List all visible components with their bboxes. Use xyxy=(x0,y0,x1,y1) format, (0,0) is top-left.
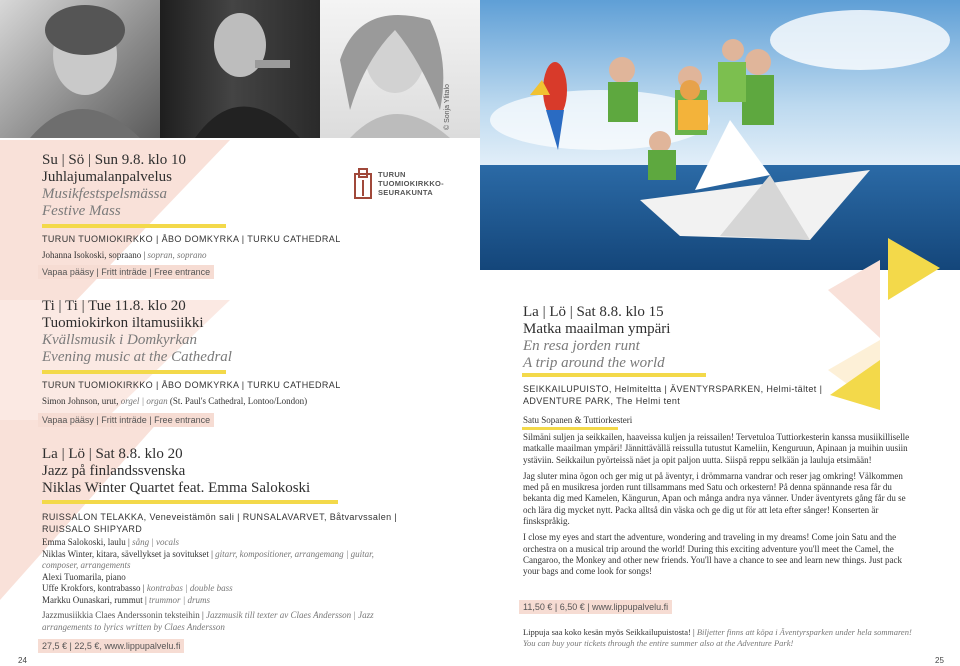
event-4-title-en: A trip around the world xyxy=(523,355,665,371)
event-4-paragraphs xyxy=(523,432,919,578)
logo-line3: SEURAKUNTA xyxy=(378,188,433,197)
event-4 xyxy=(523,304,823,372)
event-2-date: Ti | Ti | Tue 11.8. klo 20 xyxy=(42,298,186,314)
divider xyxy=(522,373,706,377)
event-2-venue: TURUN TUOMIOKIRKKO | ÅBO DOMKYRKA | TURKU CATHEDRAL xyxy=(42,380,341,390)
event-3-p5-role: trummor | drums xyxy=(149,594,211,605)
event-4-tickets: Lippuja saa koko kesän myös Seikkailupuistosta! | Biljetter finns att köpa i Äventyrsparken under hela sommaren! You can buy your tickets through the entire summer also at the Adventure Park! xyxy=(523,627,912,648)
event-1-title-fi: Juhlajumalanpalvelus xyxy=(42,169,172,185)
event-4-venue xyxy=(523,383,823,407)
logo-line2: TUOMIOKIRKKO- xyxy=(378,179,444,188)
event-2-performer: Simon Johnson, urut xyxy=(42,396,117,406)
photo-vocalist xyxy=(320,0,480,138)
event-4-ticket-en: You can buy your tickets through the entire summer also at the Adventure Park! xyxy=(523,637,794,648)
event-1-entry: Vapaa pääsy | Fritt inträde | Free entrance xyxy=(38,265,214,279)
event-2-performer-extra: (St. Paul's Cathedral, Lontoo/London) xyxy=(169,396,308,406)
event-2-title-fi: Tuomiokirkon iltamusiikki xyxy=(42,315,204,331)
divider xyxy=(42,370,226,374)
event-4-para-en: I close my eyes and start the adventure, wondering and traveling in my dreams! Come join Satu and the orchestra on a musical trip around the world! During this exciting adventure you'll meet the Camel, the Cangaroo, the Monkey and other new friends. You'll have a chance to see and learn new things. Just pack your bags and come look for songs! xyxy=(523,532,903,577)
event-3-price: 27,5 € | 22,5 €, www.lippupalvelu.fi xyxy=(38,639,184,653)
event-1-title-sv: Musikfestspelsmässa xyxy=(42,186,167,202)
event-3-venue-line1: RUISSALON TELAKKA, Veneveistämön sali | RUNSALAVARVET, Båtvarvssalen | xyxy=(42,512,398,522)
event-3-note: Jazzmusiikkia Claes Anderssonin teksteihin | Jazzmusik till texter av Claes Andersson | Jazz arrangements to lyrics written by Claes Andersson xyxy=(42,610,374,632)
event-4-title-sv: En resa jorden runt xyxy=(523,338,640,354)
event-4-performers: Satu Sopanen & Tuttiorkesteri xyxy=(523,415,633,425)
event-3-performers: Emma Salokoski, laulu | sång | vocals Niklas Winter, kitara, sävellykset ja sovitukset | gitarr, kompositioner, arrangemang | guitar, composer, arrangements Alexi Tuomarila, piano Uffe Krokfors, kontrabasso | kontrabas | double bass Markku Ounaskari, rummut | trummor | drums xyxy=(42,537,462,606)
event-4-venue-line1: SEIKKAILUPUISTO, Helmiteltta | ÄVENTYRSPARKEN, Helmi-tältet | xyxy=(523,384,823,394)
event-4-ticket-rest: Biljetter finns att köpa i Äventyrsparken under hela sommaren! xyxy=(696,627,912,637)
event-3-p3-name: Alexi Tuomarila, piano xyxy=(42,571,126,582)
event-3-p2-role2: composer, arrangements xyxy=(42,560,131,570)
event-4-title-fi: Matka maailman ympäri xyxy=(523,321,671,337)
event-2-title-en: Evening music at the Cathedral xyxy=(42,349,232,365)
divider xyxy=(42,224,226,228)
event-4-price: 11,50 € | 6,50 € | www.lippupalvelu.fi xyxy=(519,600,672,614)
event-1-performer-line: Johanna Isokoski, sopraano | sopran, soprano xyxy=(42,250,207,260)
event-2-performer-line: Simon Johnson, urut, orgel | organ (St. Paul's Cathedral, Lontoo/London) xyxy=(42,396,308,406)
event-1-title-en: Festive Mass xyxy=(42,203,121,219)
divider xyxy=(42,500,338,504)
photo-singer xyxy=(0,0,160,138)
event-1-performer: Johanna Isokoski, sopraano xyxy=(42,250,142,260)
event-3-p1-role: sång | vocals xyxy=(132,537,180,547)
event-4-date: La | Lö | Sat 8.8. klo 15 xyxy=(523,304,664,320)
event-3-p2-role: gitarr, kompositioner, arrangemang | guitar, xyxy=(215,548,374,559)
event-2-performer-role: orgel | organ xyxy=(120,396,168,406)
page-number-left: 24 xyxy=(18,656,27,665)
event-3-p4-role: kontrabas | double bass xyxy=(146,583,233,593)
event-3-note-rest: Jazzmusik till texter av Claes Andersson | Jazz xyxy=(206,610,374,620)
event-4-para-fi: Silmäni suljen ja seikkailen, haaveissa kuljen ja reissailen! Tervetuloa Tuttiorkesterin kanssa musiikilliselle matkalle maailman ympäri! Jännittävällä reissulla tutustut Kameliin, Kenguruun, Apinaan ja muihin uusiin ystäviin. Seikkailun pyörteissä näet ja opit paljon uutta. Siispä reppu selkään ja lauluja etsimään! xyxy=(523,432,910,465)
event-2-title-sv: Kvällsmusik i Domkyrkan xyxy=(42,332,197,348)
event-2 xyxy=(42,298,462,366)
event-3-date: La | Lö | Sat 8.8. klo 20 xyxy=(42,446,183,462)
event-3-venue-line2: RUISSALO SHIPYARD xyxy=(42,524,143,534)
page-number-right: 25 xyxy=(935,656,944,665)
photo-credit: © Sonja Ylitalo xyxy=(444,84,451,130)
event-3-p5-name: Markku Ounaskari, rummut xyxy=(42,594,143,605)
divider xyxy=(522,427,618,430)
event-3-p2-name: Niklas Winter, kitara, sävellykset ja sovitukset xyxy=(42,548,209,559)
decorative-triangles xyxy=(820,230,960,440)
event-3-p1-name: Emma Salokoski, laulu xyxy=(42,537,126,547)
event-1-venue: TURUN TUOMIOKIRKKO | ÅBO DOMKYRKA | TURKU CATHEDRAL xyxy=(42,234,341,244)
event-4-ticket-fi: Lippuja saa koko kesän myös Seikkailupuistosta! xyxy=(523,627,691,637)
event-3-p4-name: Uffe Krokfors, kontrabasso xyxy=(42,583,141,593)
logo-line1: TURUN xyxy=(378,170,406,179)
event-2-entry: Vapaa pääsy | Fritt inträde | Free entrance xyxy=(38,413,214,427)
event-4-venue-line2: ADVENTURE PARK, The Helmi tent xyxy=(523,396,681,406)
event-3-title1: Jazz på finlandssvenska xyxy=(42,463,186,479)
event-3-venue xyxy=(42,511,462,535)
event-1-date: Su | Sö | Sun 9.8. klo 10 xyxy=(42,152,186,168)
event-3-note-rest2: arrangements to lyrics written by Claes Andersson xyxy=(42,621,225,632)
event-4-para-sv: Jag sluter mina ögon och ger mig ut på äventyr, i drömmarna vandrar och reser jag omkring! Välkommen med på en musikresa jorden runt tillsammans med Satu och orkestern! På denna spännande resa får du bekanta dig med Kamelen, Kängurun, Apan och många andra nya vänner. Under äventyrets gång får du se och lära dig mycket nytt. Packa alltså din väska och ge dig ut för att leta efter sånger! Konserten är finskspråkig. xyxy=(523,470,906,527)
event-1 xyxy=(42,152,462,220)
event-3-note-fi: Jazzmusiikkia Claes Anderssonin teksteihin xyxy=(42,610,200,620)
photo-organist xyxy=(160,0,320,138)
event-3-title2: Niklas Winter Quartet feat. Emma Salokoski xyxy=(42,480,311,496)
event-1-performer-role: sopran, soprano xyxy=(147,250,207,260)
event-3 xyxy=(42,446,472,497)
